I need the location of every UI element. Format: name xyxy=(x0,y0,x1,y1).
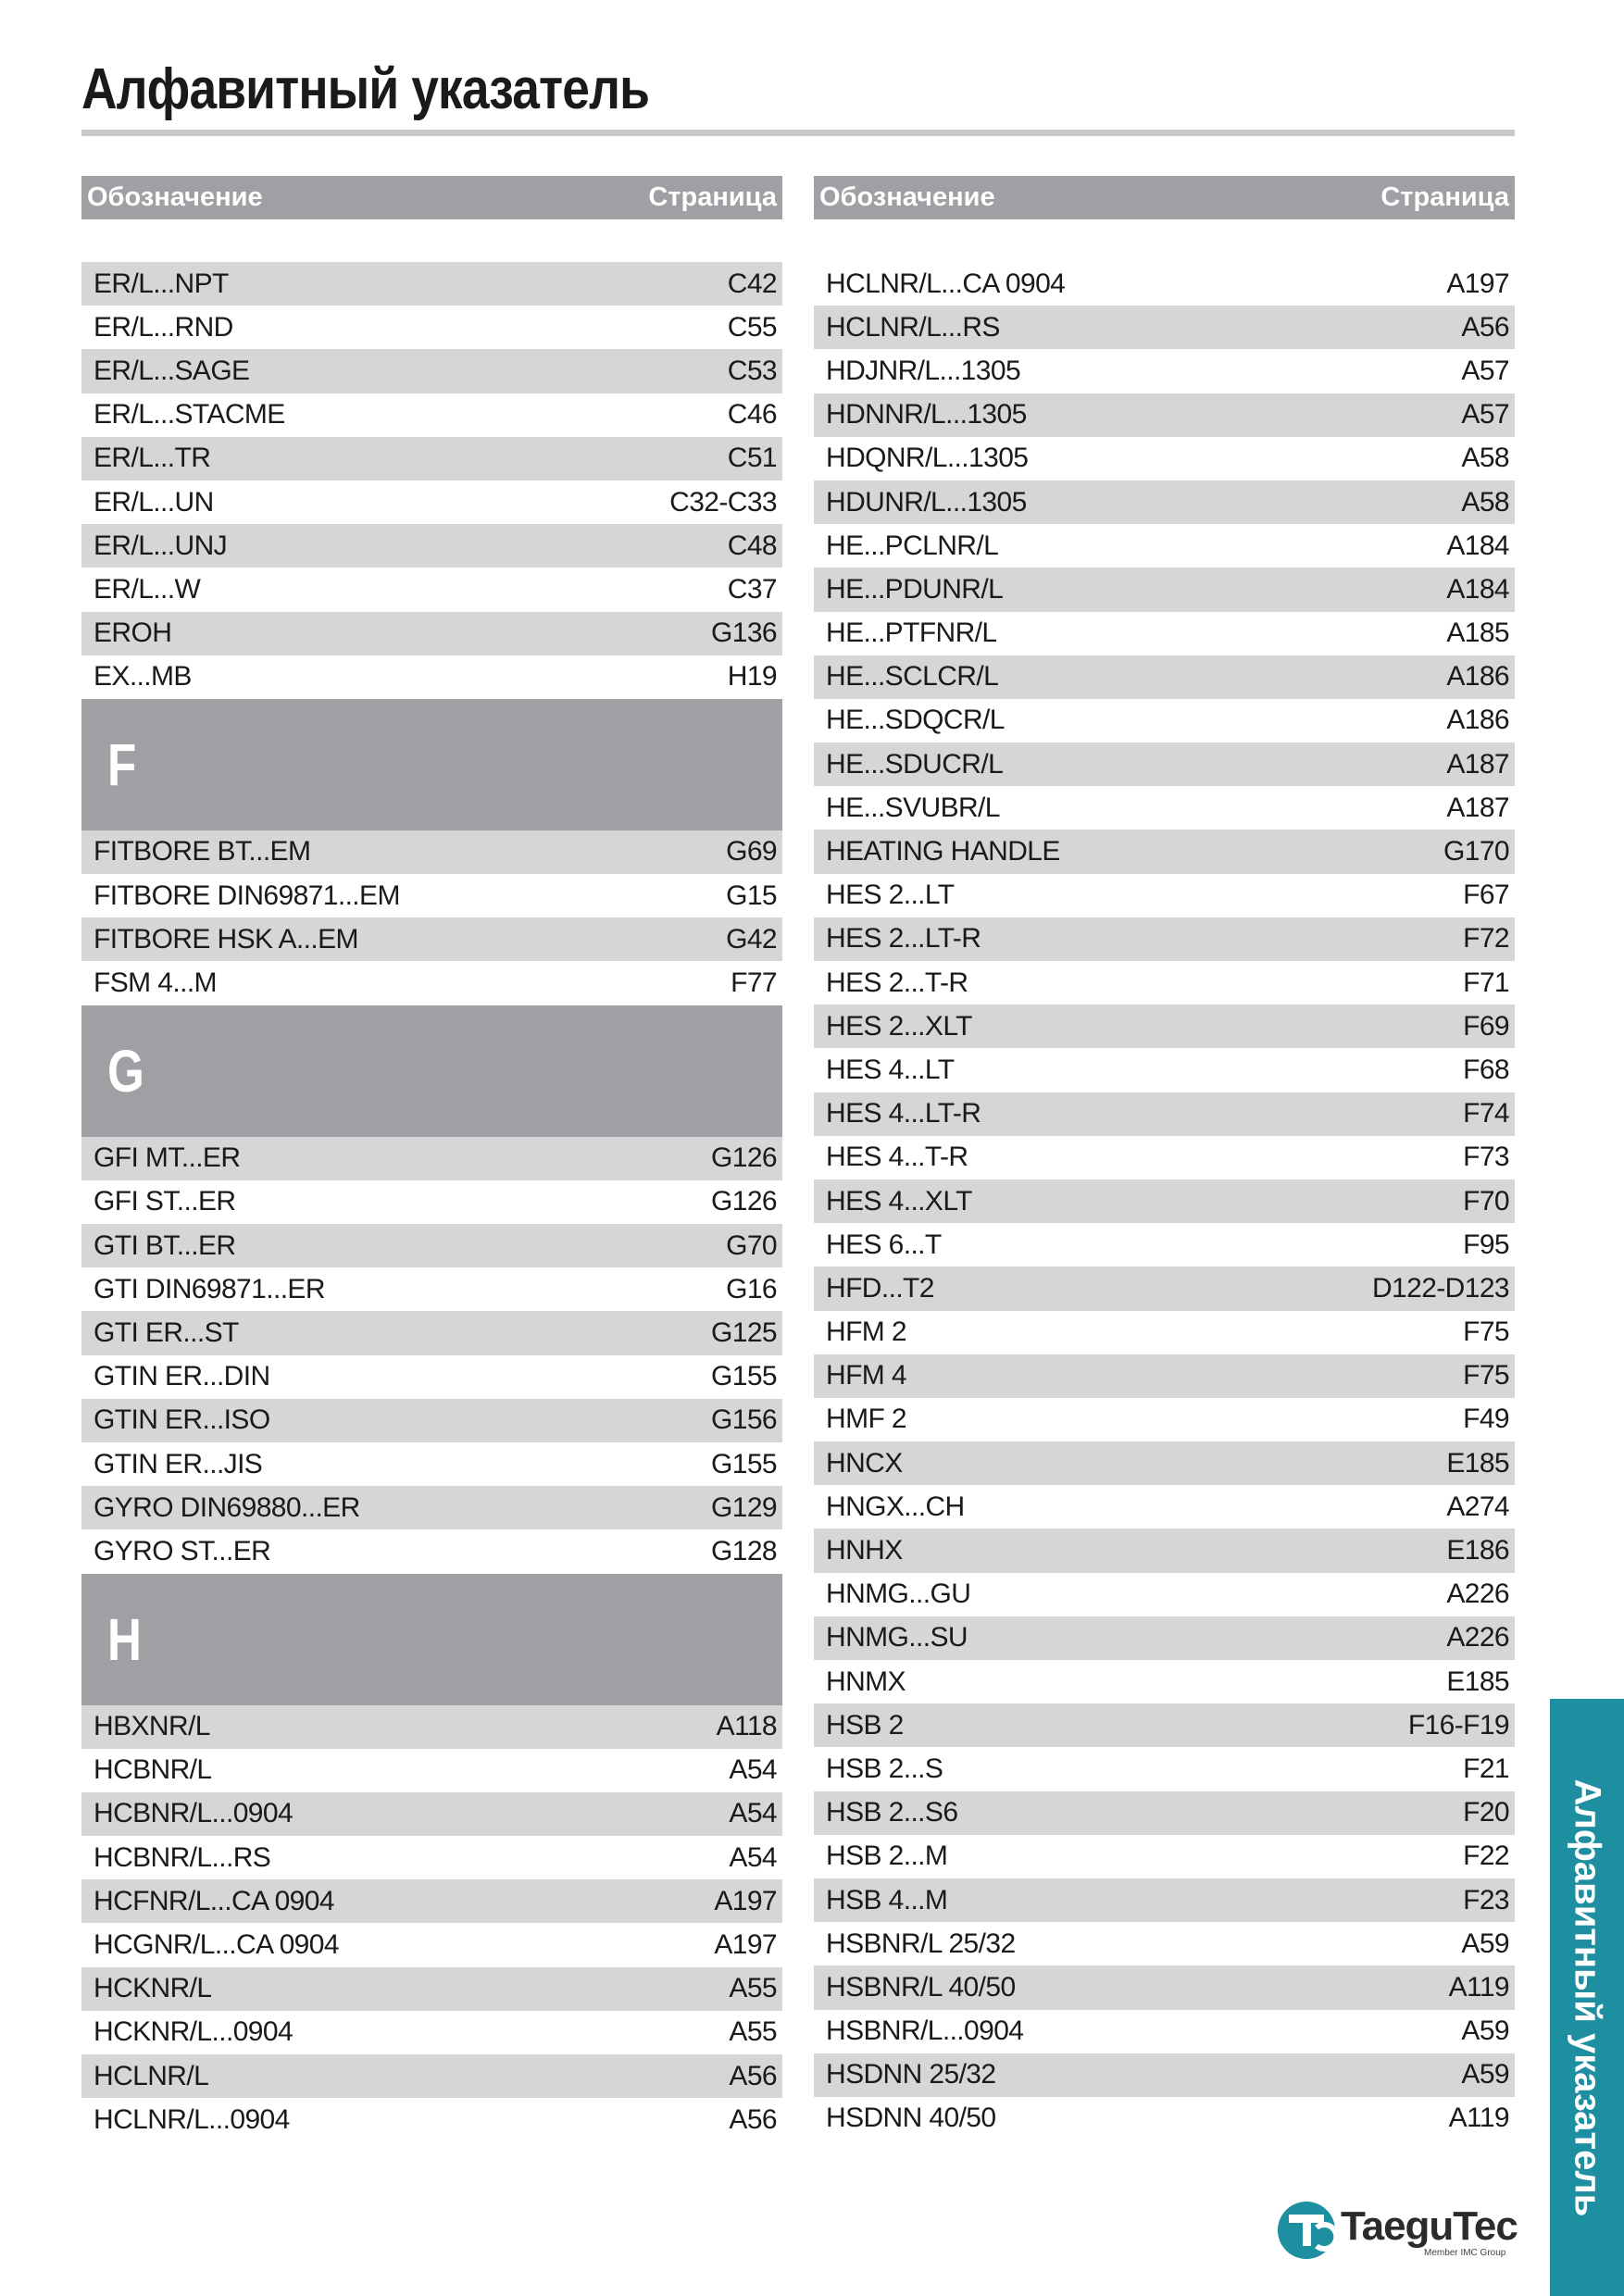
item-page: E186 xyxy=(1446,1535,1509,1566)
item-designation: HCBNR/L xyxy=(94,1754,212,1786)
item-designation: FITBORE DIN69871...EM xyxy=(94,880,400,911)
item-designation: HE...PCLNR/L xyxy=(826,530,999,561)
item-page: A226 xyxy=(1446,1578,1509,1610)
item-designation: HSB 2...M xyxy=(826,1841,948,1872)
item-page: G16 xyxy=(726,1273,777,1304)
header-page: Страница xyxy=(1380,182,1509,212)
index-row xyxy=(81,2098,782,2141)
item-page: A119 xyxy=(1448,1971,1509,2003)
item-designation: HMF 2 xyxy=(826,1404,907,1435)
index-row xyxy=(81,1180,782,1224)
index-row xyxy=(814,2097,1515,2140)
item-designation: HES 4...XLT xyxy=(826,1185,972,1217)
index-row xyxy=(81,1923,782,1966)
taegutec-logo xyxy=(1276,2200,1517,2261)
column-header xyxy=(814,176,1515,219)
index-row xyxy=(81,1267,782,1311)
item-designation: HFM 4 xyxy=(826,1360,907,1391)
taegutec-logo-icon xyxy=(1276,2200,1337,2261)
index-row xyxy=(81,961,782,1004)
item-page: A54 xyxy=(729,1754,777,1786)
index-row xyxy=(814,742,1515,786)
item-page: F23 xyxy=(1463,1884,1509,1915)
item-designation: HNGX...CH xyxy=(826,1491,965,1522)
item-designation: HDUNR/L...1305 xyxy=(826,486,1027,518)
index-row xyxy=(814,1048,1515,1092)
column-header xyxy=(81,176,782,219)
index-row xyxy=(81,1879,782,1923)
item-designation: ER/L...RND xyxy=(94,311,233,343)
item-designation: HES 4...LT xyxy=(826,1054,955,1085)
item-designation: HES 2...LT-R xyxy=(826,923,981,955)
index-row xyxy=(814,1311,1515,1354)
item-designation: HNMG...SU xyxy=(826,1622,968,1653)
item-designation: GTIN ER...ISO xyxy=(94,1404,270,1436)
index-row xyxy=(81,1399,782,1442)
item-page: G15 xyxy=(726,880,777,911)
item-designation: HE...SCLCR/L xyxy=(826,661,999,693)
logo-wordmark: TaeguTec xyxy=(1341,2203,1518,2249)
index-row xyxy=(814,699,1515,742)
index-row xyxy=(814,655,1515,699)
item-page: F74 xyxy=(1463,1098,1509,1129)
item-designation: HSB 2 xyxy=(826,1709,904,1741)
title-divider xyxy=(81,130,1515,136)
item-designation: HES 2...XLT xyxy=(826,1010,972,1042)
index-row xyxy=(814,1835,1515,1878)
item-designation: HSB 2...S xyxy=(826,1753,943,1784)
item-designation: HSB 4...M xyxy=(826,1884,948,1915)
index-row xyxy=(81,2054,782,2098)
index-row xyxy=(814,349,1515,393)
item-page: C51 xyxy=(727,443,777,474)
item-designation: HES 4...T-R xyxy=(826,1142,968,1173)
item-designation: HDQNR/L...1305 xyxy=(826,443,1029,474)
item-designation: ER/L...STACME xyxy=(94,399,285,430)
item-designation: HSBNR/L 25/32 xyxy=(826,1928,1016,1959)
item-page: G156 xyxy=(711,1404,777,1436)
item-designation: HNMX xyxy=(826,1666,906,1697)
index-row xyxy=(81,262,782,306)
item-designation: GTI DIN69871...ER xyxy=(94,1273,325,1304)
side-tab xyxy=(1550,1699,1624,2296)
index-row xyxy=(814,1398,1515,1441)
index-row xyxy=(81,655,782,699)
side-tab-label: Алфавитный указатель xyxy=(1567,1778,1608,2216)
item-page: A55 xyxy=(729,1973,777,2004)
item-designation: HE...SDUCR/L xyxy=(826,748,1004,780)
index-row xyxy=(81,1137,782,1180)
index-row xyxy=(81,1224,782,1267)
item-designation: HE...PTFNR/L xyxy=(826,618,997,649)
item-page: A56 xyxy=(1461,311,1509,343)
item-designation: HCLNR/L...RS xyxy=(826,311,1000,343)
index-row xyxy=(81,1705,782,1749)
item-page: F67 xyxy=(1463,880,1509,911)
item-designation: HDNNR/L...1305 xyxy=(826,399,1027,430)
item-designation: HES 2...T-R xyxy=(826,967,968,998)
index-row xyxy=(81,1792,782,1836)
index-row xyxy=(81,480,782,524)
header-spacer xyxy=(814,219,1515,262)
item-designation: FITBORE BT...EM xyxy=(94,836,311,867)
index-row xyxy=(814,568,1515,611)
item-designation: HCLNR/L...0904 xyxy=(94,2103,290,2135)
page-title: Алфавитный указатель xyxy=(81,57,650,121)
item-page: A56 xyxy=(729,2060,777,2091)
index-row xyxy=(814,917,1515,961)
item-page: A197 xyxy=(1446,268,1509,299)
item-page: G126 xyxy=(711,1142,777,1174)
item-page: A54 xyxy=(729,1798,777,1829)
item-designation: HSBNR/L 40/50 xyxy=(826,1971,1016,2003)
index-row xyxy=(81,917,782,961)
index-row xyxy=(814,612,1515,655)
index-row xyxy=(814,830,1515,873)
index-row xyxy=(814,874,1515,917)
section-letter: H xyxy=(107,1605,142,1673)
item-page: A57 xyxy=(1461,399,1509,430)
item-designation: HBXNR/L xyxy=(94,1711,210,1742)
item-page: A57 xyxy=(1461,355,1509,386)
item-page: F68 xyxy=(1463,1054,1509,1085)
index-row xyxy=(814,393,1515,437)
item-page: F69 xyxy=(1463,1010,1509,1042)
item-page: C46 xyxy=(727,399,777,430)
index-row xyxy=(814,1747,1515,1791)
item-page: C53 xyxy=(727,355,777,386)
index-row xyxy=(81,524,782,568)
logo-tagline: Member IMC Group xyxy=(1424,2248,1506,2258)
item-designation: HSB 2...S6 xyxy=(826,1797,958,1828)
item-page: F75 xyxy=(1463,1360,1509,1391)
index-column-left xyxy=(81,176,782,2141)
item-page: F73 xyxy=(1463,1142,1509,1173)
item-designation: GYRO ST...ER xyxy=(94,1535,271,1566)
index-row xyxy=(814,306,1515,349)
item-page: F22 xyxy=(1463,1841,1509,1872)
item-page: C32-C33 xyxy=(669,486,777,518)
item-designation: GTIN ER...JIS xyxy=(94,1448,263,1479)
item-page: A187 xyxy=(1446,792,1509,823)
item-designation: HE...SDQCR/L xyxy=(826,705,1005,736)
item-page: G155 xyxy=(711,1448,777,1479)
item-page: A186 xyxy=(1446,705,1509,736)
item-page: C42 xyxy=(727,268,777,299)
item-designation: HNHX xyxy=(826,1535,903,1566)
index-row xyxy=(814,1616,1515,1660)
section-header-f xyxy=(81,699,782,830)
index-row xyxy=(814,1573,1515,1616)
item-page: D122-D123 xyxy=(1371,1272,1509,1304)
item-page: A58 xyxy=(1461,443,1509,474)
item-designation: ER/L...NPT xyxy=(94,268,229,299)
index-row xyxy=(814,1092,1515,1136)
index-row xyxy=(81,1749,782,1792)
index-row xyxy=(814,1267,1515,1310)
item-page: A54 xyxy=(729,1841,777,1873)
item-page: A197 xyxy=(714,1929,777,1961)
index-row xyxy=(814,1004,1515,1048)
item-page: E185 xyxy=(1446,1666,1509,1697)
item-page: A197 xyxy=(714,1885,777,1916)
item-designation: HSBNR/L...0904 xyxy=(826,2015,1024,2047)
item-designation: ER/L...UNJ xyxy=(94,530,228,561)
item-page: F70 xyxy=(1463,1185,1509,1217)
index-rows-left xyxy=(81,262,782,2141)
item-designation: HES 6...T xyxy=(826,1229,942,1260)
item-designation: HSDNN 25/32 xyxy=(826,2059,996,2090)
header-spacer xyxy=(81,219,782,262)
index-row xyxy=(814,1965,1515,2009)
item-designation: HFD...T2 xyxy=(826,1272,934,1304)
item-page: A118 xyxy=(716,1711,777,1742)
item-page: G70 xyxy=(726,1229,777,1261)
section-header-h xyxy=(81,1574,782,1705)
item-designation: FSM 4...M xyxy=(94,967,217,999)
item-page: A184 xyxy=(1446,573,1509,605)
item-page: A59 xyxy=(1461,2059,1509,2090)
index-rows-right xyxy=(814,262,1515,2140)
index-row xyxy=(81,1355,782,1399)
item-designation: HCBNR/L...RS xyxy=(94,1841,271,1873)
item-page: F20 xyxy=(1463,1797,1509,1828)
index-row xyxy=(81,1311,782,1354)
section-letter: G xyxy=(107,1037,144,1104)
item-designation: ER/L...TR xyxy=(94,443,211,474)
item-designation: HCLNR/L xyxy=(94,2060,209,2091)
index-row xyxy=(81,2011,782,2054)
index-row xyxy=(814,1878,1515,1922)
item-designation: HNCX xyxy=(826,1447,903,1479)
item-page: G155 xyxy=(711,1361,777,1392)
item-page: G69 xyxy=(726,836,777,867)
index-row xyxy=(81,1442,782,1486)
item-page: F49 xyxy=(1463,1404,1509,1435)
item-page: F72 xyxy=(1463,923,1509,955)
item-designation: HFM 2 xyxy=(826,1316,907,1348)
item-page: A59 xyxy=(1461,2015,1509,2047)
item-page: C37 xyxy=(727,573,777,605)
index-row xyxy=(814,2010,1515,2053)
index-row xyxy=(81,568,782,611)
index-row xyxy=(81,830,782,874)
item-designation: HCLNR/L...CA 0904 xyxy=(826,268,1066,299)
item-page: F71 xyxy=(1463,967,1509,998)
index-row xyxy=(814,1660,1515,1703)
item-page: G128 xyxy=(711,1535,777,1566)
item-page: F77 xyxy=(731,967,777,999)
item-designation: ER/L...SAGE xyxy=(94,355,250,386)
index-row xyxy=(814,961,1515,1004)
item-page: A187 xyxy=(1446,748,1509,780)
index-row xyxy=(81,437,782,480)
index-row xyxy=(814,1485,1515,1529)
index-row xyxy=(814,1703,1515,1747)
item-designation: HNMG...GU xyxy=(826,1578,971,1610)
item-designation: HCGNR/L...CA 0904 xyxy=(94,1929,339,1961)
index-row xyxy=(814,2053,1515,2097)
item-page: F21 xyxy=(1463,1753,1509,1784)
index-row xyxy=(814,1529,1515,1572)
index-row xyxy=(814,1136,1515,1179)
item-page: A58 xyxy=(1461,486,1509,518)
item-page: G136 xyxy=(711,618,777,649)
index-row xyxy=(814,1791,1515,1835)
item-designation: GTI BT...ER xyxy=(94,1229,236,1261)
item-page: F75 xyxy=(1463,1316,1509,1348)
section-header-g xyxy=(81,1005,782,1137)
item-page: G170 xyxy=(1443,836,1509,867)
item-page: C55 xyxy=(727,311,777,343)
item-page: F16-F19 xyxy=(1407,1709,1509,1741)
item-designation: EROH xyxy=(94,618,172,649)
item-designation: FITBORE HSK A...EM xyxy=(94,923,358,955)
index-row xyxy=(81,612,782,655)
item-designation: GTIN ER...DIN xyxy=(94,1361,270,1392)
item-page: G129 xyxy=(711,1491,777,1523)
item-page: G42 xyxy=(726,923,777,955)
index-row xyxy=(814,1354,1515,1398)
item-page: G126 xyxy=(711,1186,777,1217)
index-row xyxy=(814,480,1515,524)
index-row xyxy=(814,1441,1515,1485)
item-designation: ER/L...UN xyxy=(94,486,214,518)
header-designation: Обозначение xyxy=(87,182,263,212)
item-page: A185 xyxy=(1446,618,1509,649)
item-page: H19 xyxy=(727,661,777,693)
header-page: Страница xyxy=(648,182,777,212)
item-designation: HE...SVUBR/L xyxy=(826,792,1000,823)
index-row xyxy=(81,1529,782,1573)
item-page: A59 xyxy=(1461,1928,1509,1959)
item-page: A184 xyxy=(1446,530,1509,561)
index-row xyxy=(814,786,1515,830)
item-designation: GYRO DIN69880...ER xyxy=(94,1491,360,1523)
index-row xyxy=(81,306,782,349)
header-designation: Обозначение xyxy=(819,182,995,212)
item-designation: HES 2...LT xyxy=(826,880,955,911)
index-row xyxy=(814,1922,1515,1965)
item-page: A56 xyxy=(729,2103,777,2135)
index-row xyxy=(814,262,1515,306)
item-designation: HDJNR/L...1305 xyxy=(826,355,1021,386)
index-row xyxy=(81,349,782,393)
index-column-right xyxy=(814,176,1515,2140)
index-row xyxy=(814,524,1515,568)
item-page: A274 xyxy=(1446,1491,1509,1522)
item-designation: HCBNR/L...0904 xyxy=(94,1798,294,1829)
item-designation: HES 4...LT-R xyxy=(826,1098,981,1129)
index-row xyxy=(81,393,782,437)
item-page: G125 xyxy=(711,1316,777,1348)
index-row xyxy=(81,874,782,917)
item-designation: HCFNR/L...CA 0904 xyxy=(94,1885,334,1916)
index-row xyxy=(81,1836,782,1879)
index-row xyxy=(814,1223,1515,1267)
item-designation: GTI ER...ST xyxy=(94,1316,239,1348)
item-designation: HE...PDUNR/L xyxy=(826,573,1004,605)
index-row xyxy=(81,1967,782,2011)
item-page: E185 xyxy=(1446,1447,1509,1479)
section-letter: F xyxy=(107,730,137,798)
item-designation: HCKNR/L...0904 xyxy=(94,2016,294,2048)
item-designation: GFI ST...ER xyxy=(94,1186,236,1217)
index-row xyxy=(814,1179,1515,1223)
item-designation: EX...MB xyxy=(94,661,192,693)
item-page: A119 xyxy=(1448,2103,1509,2134)
item-designation: HEATING HANDLE xyxy=(826,836,1060,867)
item-page: A186 xyxy=(1446,661,1509,693)
item-page: C48 xyxy=(727,530,777,561)
index-row xyxy=(814,437,1515,480)
item-page: A226 xyxy=(1446,1622,1509,1653)
item-designation: HSDNN 40/50 xyxy=(826,2103,996,2134)
item-designation: GFI MT...ER xyxy=(94,1142,241,1174)
item-page: F95 xyxy=(1463,1229,1509,1260)
index-row xyxy=(81,1486,782,1529)
item-designation: HCKNR/L xyxy=(94,1973,212,2004)
item-designation: ER/L...W xyxy=(94,573,201,605)
item-page: A55 xyxy=(729,2016,777,2048)
